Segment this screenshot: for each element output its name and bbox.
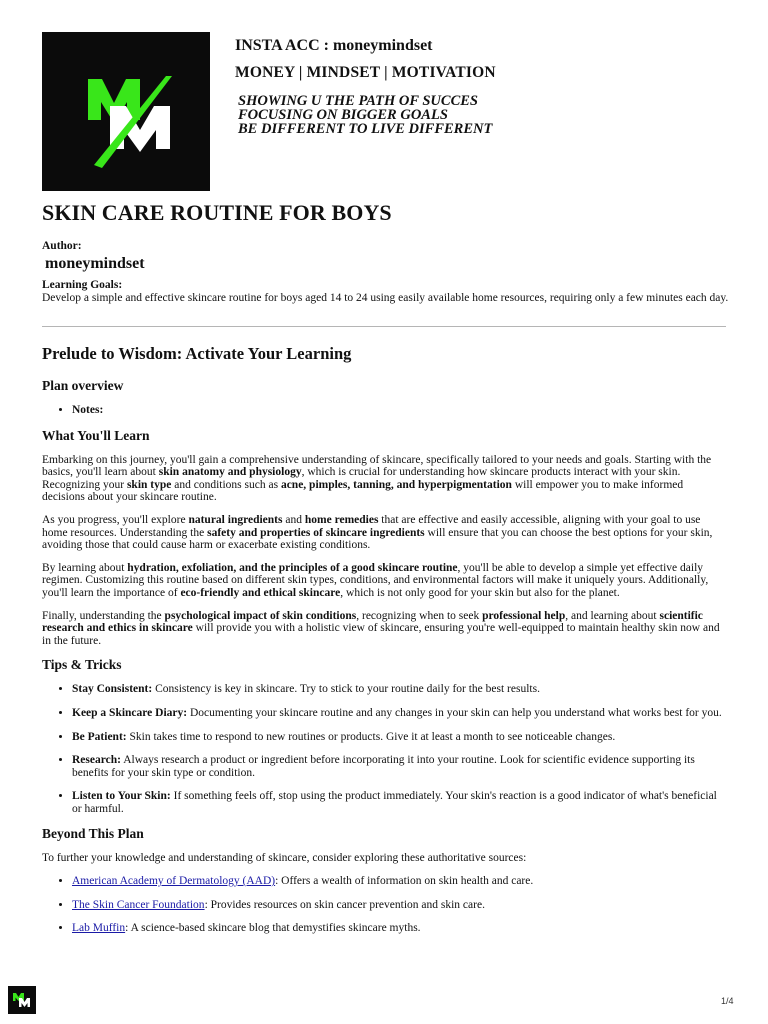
bold-run: home remedies [304, 513, 379, 526]
tip-text: Skin takes time to respond to new routines or products. Give it at least a month to see noticeable changes. [126, 730, 616, 743]
goals-text: Develop a simple and effective skincare routine for boys aged 14 to 24 using easily available home resources, requiring only a few minutes each day. [42, 292, 729, 304]
tips-list [42, 683, 728, 815]
text-run: and conditions such as [171, 478, 281, 491]
text-run: and [282, 513, 305, 526]
text-run: will empower you to make informed decisions about your skincare routine. [42, 478, 684, 504]
divider [42, 326, 726, 327]
resource-list [42, 875, 728, 935]
notes-label: Notes: [72, 404, 104, 416]
section-heading: Prelude to Wisdom: Activate Your Learning [42, 344, 352, 363]
bold-run: psychological impact of skin conditions [164, 609, 357, 622]
author-name: moneymindset [45, 255, 145, 272]
tip-label: Stay Consistent: [72, 683, 153, 696]
brand-logo [42, 32, 210, 191]
author-label: Author: [42, 240, 82, 252]
list-item [72, 754, 728, 779]
tip-label: Be Patient: [72, 730, 127, 743]
tip-text: Documenting your skincare routine and any changes in your skin can help you understand what works best for you. [187, 706, 722, 719]
list-item [72, 922, 728, 935]
text-run: , recognizing when to seek [356, 609, 483, 622]
link-aad[interactable]: American Academy of Dermatology (AAD) [72, 875, 276, 888]
list-item [72, 683, 728, 696]
page-title: SKIN CARE ROUTINE FOR BOYS [42, 200, 392, 225]
text-run: will provide you with a holistic view of skincare, ensuring you're well-equipped to maintain healthy skin now and in the future. [42, 622, 720, 647]
paragraph [42, 454, 728, 504]
mm-logo-icon [42, 32, 210, 191]
tip-label: Keep a Skincare Diary: [72, 706, 188, 719]
motto-line: SHOWING U THE PATH OF SUCCES [238, 93, 478, 109]
page-number: 1/4 [721, 996, 734, 1006]
bold-run: eco-friendly and ethical skincare [180, 586, 341, 599]
bold-run: safety and properties of skincare ingredients [207, 526, 425, 539]
list-item [72, 875, 728, 888]
document-meta [42, 240, 732, 305]
text-run: , which is crucial for understanding how skincare products interact with your skin. Recognizing your [42, 466, 681, 491]
text-run: Finally, understanding the [42, 609, 165, 622]
link-skin-cancer-foundation[interactable]: The Skin Cancer Foundation [72, 898, 205, 911]
text-run: will ensure that you can choose the best options for your skin, avoiding those that could cause harm or exacerbate existing conditions. [42, 526, 713, 552]
link-description: : A science-based skincare blog that demystifies skincare myths. [125, 922, 421, 935]
tips-heading: Tips & Tricks [42, 657, 122, 673]
bold-run: natural ingredients [188, 513, 283, 526]
text-run: As you progress, you'll explore [42, 513, 189, 526]
list-item [72, 404, 728, 417]
tip-text: Always research a product or ingredient before incorporating it into your routine. Look for scientific evidence supporting its benefits for your skin type or condition. [72, 754, 695, 779]
text-run: , you'll be able to develop a simple yet effective daily regimen. Customizing this routine based on different skin types, conditions, and environmental factors will make it uniquely yours. Additionally, you'll learn the importance of [42, 561, 709, 599]
tip-label: Listen to Your Skin: [72, 790, 171, 803]
plan-overview-heading: Plan overview [42, 378, 124, 393]
tip-label: Research: [72, 754, 121, 767]
bold-run: scientific research and ethics in skincare [42, 609, 703, 635]
main-content [42, 344, 728, 946]
text-run: , which is not only good for your skin but also for the planet. [340, 586, 620, 599]
list-item [72, 731, 728, 744]
link-description: : Provides resources on skin cancer prevention and skin care. [204, 898, 485, 911]
bold-run: skin anatomy and physiology [158, 466, 302, 479]
plan-list [42, 404, 728, 417]
footer-logo-icon [8, 986, 36, 1014]
beyond-heading: Beyond This Plan [42, 826, 144, 842]
learn-heading: What You'll Learn [42, 427, 150, 443]
mottos [238, 94, 492, 136]
list-item [72, 790, 728, 815]
paragraph [42, 562, 728, 600]
tip-text: Consistency is key in skincare. Try to stick to your routine daily for the best results. [152, 683, 540, 696]
text-run: Embarking on this journey, you'll gain a comprehensive understanding of skincare, specifically tailored to your needs and goals. Starting with the basics, you'll learn about [42, 453, 712, 479]
bold-run: skin type [126, 478, 172, 491]
motto-line: FOCUSING ON BIGGER GOALS [238, 107, 448, 123]
insta-account: INSTA ACC : moneymindset [235, 37, 433, 54]
goals-label: Learning Goals: [42, 279, 123, 291]
link-lab-muffin[interactable]: Lab Muffin [72, 922, 126, 935]
bold-run: acne, pimples, tanning, and hyperpigmentation [280, 478, 512, 491]
motto-line: BE DIFFERENT TO LIVE DIFFERENT [238, 121, 493, 137]
beyond-intro: To further your knowledge and understanding of skincare, consider exploring these authoritative sources: [42, 852, 527, 865]
header [235, 36, 735, 137]
paragraph [42, 514, 728, 552]
list-item [72, 899, 728, 912]
text-run: By learning about [42, 561, 128, 574]
tip-text: If something feels off, stop using the product immediately. Your skin's reaction is a good indicator of what's beneficial or harmful. [72, 790, 717, 815]
tagline: MONEY | MINDSET | MOTIVATION [235, 64, 496, 81]
bold-run: hydration, exfoliation, and the principles of a good skincare routine [127, 561, 458, 574]
text-run: , and learning about [565, 609, 660, 622]
link-description: : Offers a wealth of information on skin health and care. [275, 875, 534, 888]
list-item [72, 707, 728, 720]
paragraph [42, 610, 728, 648]
text-run: that are effective and easily accessible, aligning with your goal to use home resources. Understanding the [42, 513, 701, 539]
bold-run: professional help [482, 609, 566, 622]
